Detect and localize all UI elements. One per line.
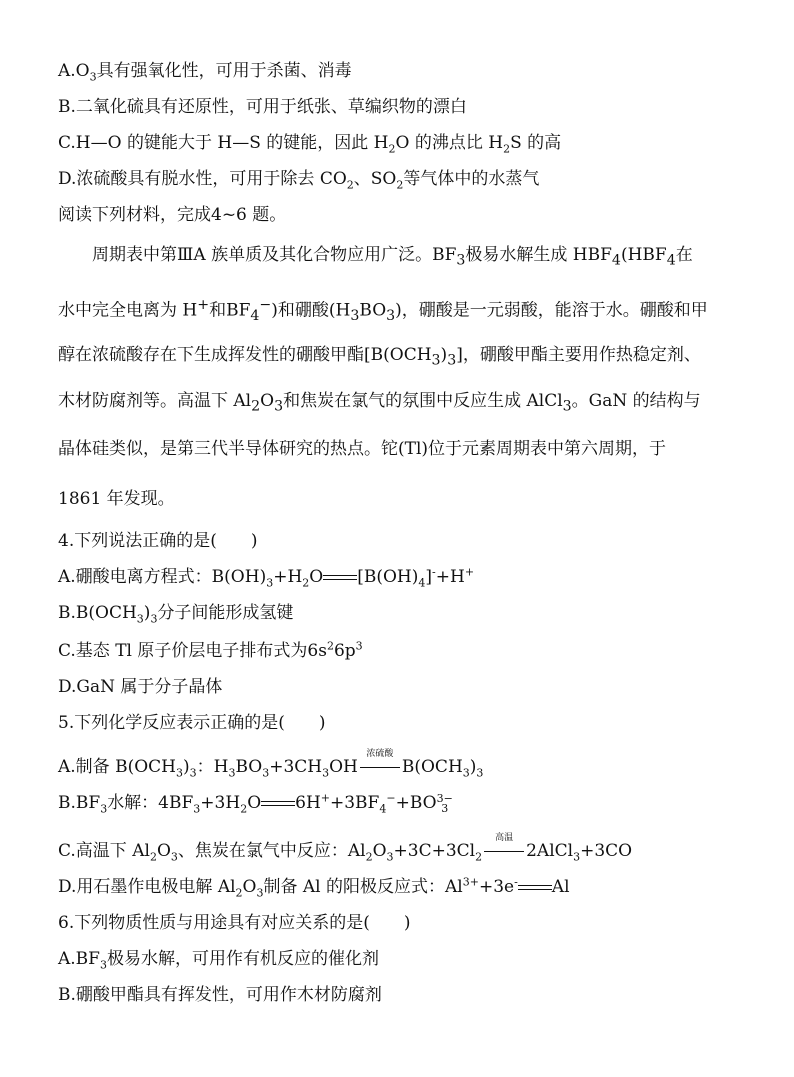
option-4c: C.基态 Tl 原子价层电子排布式为$6s^26p^3$ bbox=[58, 639, 363, 661]
question-5-stem: 5.下列化学反应表示正确的是( ) bbox=[58, 713, 326, 733]
option-3d: D.浓硫酸具有脱水性，可用于除去 $CO_2$、$SO_2$等气体中的水蒸气 bbox=[58, 169, 540, 192]
material-line-4: 木材防腐剂等。高温下 $Al_2O_3$和焦炭在氯气的氛围中反应生成 AlCl$_3$。GaN 的结构与 bbox=[58, 391, 701, 415]
option-5a: A.制备 $B(OCH_3)_3$：$H_3BO_3+3CH_3OH$ 浓硫酸 $B(OCH_3)_3$ bbox=[58, 748, 484, 780]
equals-sign bbox=[518, 884, 552, 892]
question-6-stem: 6.下列物质性质与用途具有对应关系的是( ) bbox=[58, 913, 411, 933]
material-line-5: 晶体硅类似，是第三代半导体研究的热点。铊(Tl)位于元素周期表中第六周期，于 bbox=[58, 439, 667, 459]
option-3a: $A.O_3$具有强氧化性，可用于杀菌、消毒 bbox=[58, 61, 352, 84]
reading-intro: 阅读下列材料，完成4~6 题。 bbox=[58, 205, 287, 225]
option-4b: $B.B(OCH_3)_3$分子间能形成氢键 bbox=[58, 603, 294, 626]
equilibrium-sign bbox=[323, 574, 357, 582]
reaction-arrow: 高温 bbox=[484, 845, 524, 859]
option-4d: D.GaN 属于分子晶体 bbox=[58, 677, 223, 697]
material-line-3: 醇在浓硫酸存在下生成挥发性的硼酸甲酯$[B(OCH_3)_3]$，硼酸甲酯主要用作热稳定剂、 bbox=[58, 345, 701, 369]
option-6b: B.硼酸甲酯具有挥发性，可用作木材防腐剂 bbox=[58, 985, 382, 1005]
reaction-arrow: 浓硫酸 bbox=[360, 761, 400, 775]
option-3c: C.H—O 的键能大于 H—S 的键能，因此 $H_2O$ 的沸点比 $H_2S$ 的高 bbox=[58, 133, 562, 156]
borate-charge: 3− 3 bbox=[436, 791, 453, 815]
option-3b: B.二氧化硫具有还原性，可用于纸张、草编织物的漂白 bbox=[58, 97, 467, 117]
material-line-6: 1861 年发现。 bbox=[58, 489, 175, 509]
option-6a: $A.BF_3$极易水解，可用作有机反应的催化剂 bbox=[58, 949, 379, 972]
material-line-2: 水中完全电离为 H+和$BF_4^-$)和硼酸$(H_3BO_3)$，硼酸是一元弱酸，能溶于水。硼酸和甲 bbox=[58, 297, 708, 325]
option-5b: $B.BF_3$水解：$4BF_3+3H_2O$ $6H^++3BF_4^-+BO3-$ 3 bbox=[58, 791, 453, 816]
material-line-1: 周期表中第ⅢA 族单质及其化合物应用广泛。$BF_3$极易水解生成 $HBF_4(HBF_4$在 bbox=[92, 245, 693, 269]
equals-sign bbox=[261, 800, 295, 808]
option-5c: C.高温下 $Al_2O_3$、焦炭在氯气中反应：$Al_2O_3+3C+3Cl_2$ 高温 2AlCl$_3$+3CO bbox=[58, 832, 633, 864]
option-4a: A.硼酸电离方程式：$B(OH)_3+H_2O$ $[B(OH)_4]^-+H^+$ bbox=[58, 565, 475, 590]
question-4-stem: 4.下列说法正确的是( ) bbox=[58, 531, 258, 551]
option-5d: D.用石墨作电极电解 $Al_2O_3$制备 Al 的阳极反应式：$Al^{3+}+3e^-$ Al bbox=[58, 875, 570, 900]
